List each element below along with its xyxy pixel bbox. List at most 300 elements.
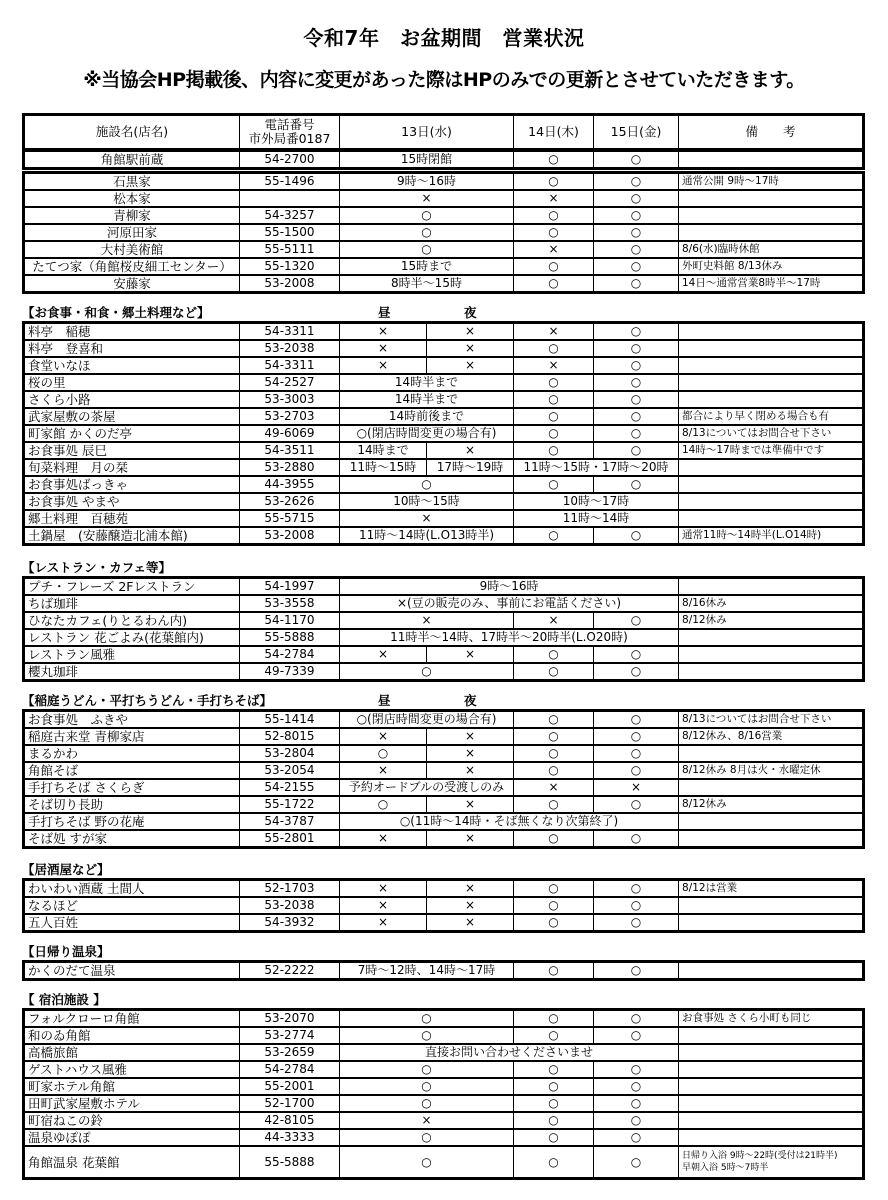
status-13-dinner: × — [427, 914, 514, 932]
status-13: ○ — [340, 1146, 514, 1179]
notes: お食事処 さくら小町も同じ — [679, 1010, 864, 1028]
table-row — [24, 962, 864, 980]
table-row — [24, 1129, 864, 1146]
facility-name: お食事処 辰巳 — [24, 442, 240, 459]
status-13: ○ — [340, 663, 514, 681]
notes — [679, 224, 864, 241]
facility-name: レストラン風雅 — [24, 646, 240, 663]
status-13-dinner: × — [427, 796, 514, 813]
status-13: ○ — [340, 1095, 514, 1112]
status-13-15: ○(11時～14時・そば無くなり次第終了) — [340, 813, 679, 830]
section-block — [22, 1008, 862, 1180]
section-table — [22, 1008, 865, 1180]
status-13-lunch: × — [340, 762, 427, 779]
notes — [679, 663, 864, 681]
notes — [679, 459, 864, 476]
status-13-lunch: × — [340, 323, 427, 341]
status-13: ○ — [340, 1027, 514, 1044]
status-13: 15時閉館 — [340, 152, 514, 169]
status-13: ○ — [340, 1061, 514, 1078]
status-13-lunch: 11時～15時 — [340, 459, 427, 476]
status-14: ○ — [514, 711, 594, 729]
notes — [679, 830, 864, 848]
section-table — [22, 321, 865, 546]
status-14: ○ — [514, 476, 594, 493]
facility-name: なるほど — [24, 897, 240, 914]
notes-line2: 早朝入浴 5時～7時半 — [682, 1163, 769, 1173]
phone-number: 53-3003 — [240, 391, 340, 408]
notes — [679, 357, 864, 374]
status-14: × — [514, 241, 594, 258]
table-row — [24, 728, 864, 745]
status-14: × — [514, 779, 594, 796]
status-13: × — [340, 612, 514, 629]
table-row — [24, 374, 864, 391]
status-14: ○ — [514, 663, 594, 681]
status-15: ○ — [594, 1027, 679, 1044]
facility-name: 和のゐ角館 — [24, 1027, 240, 1044]
status-15: ○ — [594, 914, 679, 932]
notes: 通常公開 9時～17時 — [679, 173, 864, 191]
status-13: × — [340, 190, 514, 207]
status-15: ○ — [594, 1129, 679, 1146]
facility-name: さくら小路 — [24, 391, 240, 408]
status-13-15: 11時半～14時、17時半～20時半(L.O20時) — [340, 629, 679, 646]
status-13: ○(閉店時間変更の場合有) — [340, 425, 514, 442]
phone-number: 53-2070 — [240, 1010, 340, 1028]
status-14: ○ — [514, 1112, 594, 1129]
table-row — [24, 340, 864, 357]
status-15: ○ — [594, 663, 679, 681]
table-row — [24, 476, 864, 493]
notes — [679, 476, 864, 493]
notes — [679, 1027, 864, 1044]
status-13: ○ — [340, 1129, 514, 1146]
status-14: ○ — [514, 1027, 594, 1044]
notes: 8/13についてはお問合せ下さい — [679, 425, 864, 442]
status-13: 14時前後まで — [340, 408, 514, 425]
facility-name: プチ・フレーズ 2Fレストラン — [24, 578, 240, 596]
status-15: ○ — [594, 1146, 679, 1179]
notes — [679, 1044, 864, 1061]
notes — [679, 152, 864, 169]
status-15: ○ — [594, 425, 679, 442]
col-header-phone — [240, 115, 340, 150]
facility-name: 安藤家 — [24, 275, 240, 293]
facility-name: まるかわ — [24, 745, 240, 762]
status-15: ○ — [594, 1078, 679, 1095]
phone-number: 53-2038 — [240, 340, 340, 357]
status-13-lunch: ○ — [340, 796, 427, 813]
status-15: ○ — [594, 897, 679, 914]
facility-name: ゲストハウス風雅 — [24, 1061, 240, 1078]
table-row — [24, 357, 864, 374]
phone-number: 52-8015 — [240, 728, 340, 745]
status-15: × — [594, 779, 679, 796]
status-14: ○ — [514, 1078, 594, 1095]
status-14: ○ — [514, 173, 594, 191]
notes — [679, 493, 864, 510]
status-13-lunch: × — [340, 728, 427, 745]
status-15: ○ — [594, 1112, 679, 1129]
facility-name: 櫻丸珈琲 — [24, 663, 240, 681]
phone-number: 44-3333 — [240, 1129, 340, 1146]
status-15: ○ — [594, 830, 679, 848]
facility-name: ちば珈琲 — [24, 595, 240, 612]
col-header-phone-line2: 市外局番0187 — [248, 131, 331, 146]
status-14: ○ — [514, 340, 594, 357]
facility-name: 青柳家 — [24, 207, 240, 224]
table-row — [24, 425, 864, 442]
notes — [679, 391, 864, 408]
facility-name: 温泉ゆぽぽ — [24, 1129, 240, 1146]
table-row — [24, 914, 864, 932]
status-15: ○ — [594, 745, 679, 762]
facility-name: わいわい酒蔵 土間人 — [24, 880, 240, 898]
station-table — [22, 151, 865, 170]
lunch-label: 昼 — [378, 305, 391, 320]
status-13-lunch: × — [340, 880, 427, 898]
phone-number: 49-6069 — [240, 425, 340, 442]
phone-number: 55-5888 — [240, 629, 340, 646]
table-row — [24, 442, 864, 459]
status-13: 8時半～15時 — [340, 275, 514, 293]
section-table — [22, 878, 865, 933]
notes: 通常11時～14時半(L.O14時) — [679, 527, 864, 545]
page-title: 令和7年 お盆期間 営業状況 — [303, 26, 585, 50]
phone-number: 52-1700 — [240, 1095, 340, 1112]
facility-name: そば切り長助 — [24, 796, 240, 813]
table-row — [24, 1061, 864, 1078]
table-row — [24, 323, 864, 341]
status-13-lunch: × — [340, 830, 427, 848]
table-row — [24, 152, 864, 169]
status-15: ○ — [594, 357, 679, 374]
phone-number: 54-3311 — [240, 323, 340, 341]
notes — [679, 1095, 864, 1112]
dinner-label: 夜 — [464, 305, 477, 320]
section-label — [22, 862, 862, 878]
table-row — [24, 459, 864, 476]
status-13-lunch: × — [340, 914, 427, 932]
status-14: ○ — [514, 1010, 594, 1028]
status-13-dinner: × — [427, 442, 514, 459]
notes — [679, 1146, 864, 1179]
status-15: ○ — [594, 323, 679, 341]
col-header-phone-line1: 電話番号 — [264, 117, 315, 132]
status-14-15: 11時～14時 — [514, 510, 679, 527]
notes — [679, 510, 864, 527]
section-label — [22, 992, 862, 1008]
status-14: ○ — [514, 408, 594, 425]
table-row — [24, 1095, 864, 1112]
facility-name: お食事処ばっきゃ — [24, 476, 240, 493]
table-row — [24, 1044, 864, 1061]
section-title: 【 宿泊施設 】 — [22, 992, 106, 1007]
facility-name: 町家ホテル角館 — [24, 1078, 240, 1095]
phone-number: 54-2784 — [240, 646, 340, 663]
col-header-13: 13日(水) — [340, 115, 514, 150]
notes — [679, 1061, 864, 1078]
table-row — [24, 830, 864, 848]
status-13: × — [340, 1112, 514, 1129]
section-title: 【日帰り温泉】 — [22, 944, 110, 959]
status-15: ○ — [594, 1095, 679, 1112]
status-13-lunch: × — [340, 897, 427, 914]
status-14: ○ — [514, 897, 594, 914]
facility-name: 石黒家 — [24, 173, 240, 191]
notes — [679, 914, 864, 932]
facility-name: 角館駅前蔵 — [24, 152, 240, 169]
section-table — [22, 576, 865, 682]
status-14: ○ — [514, 646, 594, 663]
status-14: ○ — [514, 374, 594, 391]
status-13-15: ×(豆の販売のみ、事前にお電話ください) — [340, 595, 679, 612]
status-14: ○ — [514, 1146, 594, 1179]
status-15: ○ — [594, 646, 679, 663]
notes — [679, 646, 864, 663]
notes — [679, 1078, 864, 1095]
status-15: ○ — [594, 527, 679, 545]
status-13: 10時～15時 — [340, 493, 514, 510]
table-row — [24, 1112, 864, 1129]
status-14: ○ — [514, 1095, 594, 1112]
facility-name: 武家屋敷の茶屋 — [24, 408, 240, 425]
samurai-houses-table — [22, 171, 865, 294]
phone-number: 55-5888 — [240, 1146, 340, 1179]
status-13: ○ — [340, 207, 514, 224]
status-14: ○ — [514, 728, 594, 745]
phone-number: 53-2804 — [240, 745, 340, 762]
table-row — [24, 1078, 864, 1095]
status-15: ○ — [594, 476, 679, 493]
status-13-lunch: 14時まで — [340, 442, 427, 459]
phone-number: 54-3511 — [240, 442, 340, 459]
table-row — [24, 663, 864, 681]
status-14: ○ — [514, 914, 594, 932]
status-14: ○ — [514, 258, 594, 275]
status-14: × — [514, 190, 594, 207]
notes — [679, 1112, 864, 1129]
section-block — [22, 321, 862, 546]
status-13: ○(閉店時間変更の場合有) — [340, 711, 514, 729]
section-label — [22, 693, 862, 709]
phone-number: 54-3787 — [240, 813, 340, 830]
status-13: 14時半まで — [340, 374, 514, 391]
facility-name: お食事処 やまや — [24, 493, 240, 510]
phone-number: 53-2626 — [240, 493, 340, 510]
notes: 8/12休み — [679, 612, 864, 629]
facility-name: 河原田家 — [24, 224, 240, 241]
phone-number: 54-2784 — [240, 1061, 340, 1078]
section-label — [22, 560, 862, 576]
phone-number: 54-2700 — [240, 152, 340, 169]
table-row — [24, 275, 864, 293]
phone-number: 55-1320 — [240, 258, 340, 275]
status-15: ○ — [594, 1010, 679, 1028]
phone-number: 55-1414 — [240, 711, 340, 729]
status-14: ○ — [514, 796, 594, 813]
status-13: 15時まで — [340, 258, 514, 275]
status-15: ○ — [594, 442, 679, 459]
status-13-dinner: 17時～19時 — [427, 459, 514, 476]
status-14: ○ — [514, 425, 594, 442]
table-row — [24, 646, 864, 663]
status-14: ○ — [514, 391, 594, 408]
status-13-lunch: × — [340, 340, 427, 357]
phone-number: 53-2038 — [240, 897, 340, 914]
facility-name: 旬菜料理 月の栞 — [24, 459, 240, 476]
status-14: × — [514, 323, 594, 341]
phone-number: 53-2008 — [240, 275, 340, 293]
status-14: ○ — [514, 762, 594, 779]
facility-name: 土鍋屋 (安藤醸造北浦本館) — [24, 527, 240, 545]
status-13: × — [340, 510, 514, 527]
table-row — [24, 813, 864, 830]
phone-number: 53-3558 — [240, 595, 340, 612]
facility-name: 角館そば — [24, 762, 240, 779]
facility-name: そば処 すが家 — [24, 830, 240, 848]
section-block — [22, 878, 862, 933]
facility-name: お食事処 ふきや — [24, 711, 240, 729]
status-15: ○ — [594, 391, 679, 408]
notes: 8/6(水)臨時休館 — [679, 241, 864, 258]
status-15: ○ — [594, 880, 679, 898]
table-row — [24, 595, 864, 612]
facility-name: 角館温泉 花葉館 — [24, 1146, 240, 1179]
status-13-dinner: × — [427, 762, 514, 779]
notes — [679, 813, 864, 830]
notes — [679, 1129, 864, 1146]
table-row — [24, 1146, 864, 1179]
table-row — [24, 897, 864, 914]
notes: 都合により早く閉める場合も有 — [679, 408, 864, 425]
facility-name: たてつ家（角館桜皮細工センター） — [24, 258, 240, 275]
status-14-15: 10時～17時 — [514, 493, 679, 510]
status-13-lunch: × — [340, 357, 427, 374]
table-row — [24, 745, 864, 762]
status-15: ○ — [594, 711, 679, 729]
table-row — [24, 779, 864, 796]
phone-number: 52-1703 — [240, 880, 340, 898]
status-13-dinner: × — [427, 340, 514, 357]
header-table — [22, 113, 865, 151]
phone-number — [240, 190, 340, 207]
status-13-dinner: × — [427, 323, 514, 341]
notes — [679, 374, 864, 391]
status-13-dinner: × — [427, 897, 514, 914]
status-14: ○ — [514, 830, 594, 848]
status-14: ○ — [514, 1061, 594, 1078]
phone-number: 44-3955 — [240, 476, 340, 493]
phone-number: 53-2880 — [240, 459, 340, 476]
phone-number: 54-3311 — [240, 357, 340, 374]
notes: 8/12休み、8/16営業 — [679, 728, 864, 745]
status-13-dinner: × — [427, 830, 514, 848]
status-14: × — [514, 612, 594, 629]
table-row — [24, 224, 864, 241]
notes: 8/12は営業 — [679, 880, 864, 898]
section-block — [22, 709, 862, 849]
status-14: ○ — [514, 1129, 594, 1146]
facility-name: 高橋旅館 — [24, 1044, 240, 1061]
notes — [679, 962, 864, 980]
phone-number: 53-2054 — [240, 762, 340, 779]
table-row — [24, 880, 864, 898]
status-13-dinner: × — [427, 880, 514, 898]
notes — [679, 323, 864, 341]
status-13: 7時～12時、14時～17時 — [340, 962, 514, 980]
phone-number: 53-2659 — [240, 1044, 340, 1061]
status-13-dinner: × — [427, 745, 514, 762]
status-13: ○ — [340, 476, 514, 493]
status-13: ○ — [340, 224, 514, 241]
section-block — [22, 960, 862, 981]
status-14: ○ — [514, 745, 594, 762]
facility-name: 料亭 稲穂 — [24, 323, 240, 341]
facility-name: 五人百姓 — [24, 914, 240, 932]
status-13-15: 直接お問い合わせくださいませ — [340, 1044, 679, 1061]
phone-number: 55-5715 — [240, 510, 340, 527]
phone-number: 53-2703 — [240, 408, 340, 425]
facility-name: 手打ちそば さくらぎ — [24, 779, 240, 796]
status-13: ○ — [340, 241, 514, 258]
status-15: ○ — [594, 374, 679, 391]
status-14: ○ — [514, 442, 594, 459]
status-15: ○ — [594, 224, 679, 241]
status-14: × — [514, 357, 594, 374]
col-header-name: 施設名(店名) — [24, 115, 240, 150]
phone-number: 53-2008 — [240, 527, 340, 545]
facility-name: 大村美術館 — [24, 241, 240, 258]
col-header-14: 14日(木) — [514, 115, 594, 150]
status-13: ○ — [340, 1078, 514, 1095]
status-15: ○ — [594, 258, 679, 275]
facility-name: 町宿ねこの鈴 — [24, 1112, 240, 1129]
notes — [679, 745, 864, 762]
facility-name: かくのだて温泉 — [24, 962, 240, 980]
notes — [679, 190, 864, 207]
status-13-lunch: × — [340, 646, 427, 663]
table-row — [24, 629, 864, 646]
table-row — [24, 796, 864, 813]
phone-number: 55-2001 — [240, 1078, 340, 1095]
status-14: ○ — [514, 152, 594, 169]
notes: 14時～17時までは準備中です — [679, 442, 864, 459]
facility-name: 桜の里 — [24, 374, 240, 391]
facility-name: ひなたカフェ(りとるわん内) — [24, 612, 240, 629]
table-row — [24, 1010, 864, 1028]
facility-name: フォルクローロ角館 — [24, 1010, 240, 1028]
phone-number: 55-1496 — [240, 173, 340, 191]
notes: 8/13についてはお問合せ下さい — [679, 711, 864, 729]
notes: 8/12休み — [679, 796, 864, 813]
dinner-label: 夜 — [464, 693, 477, 708]
phone-number: 55-2801 — [240, 830, 340, 848]
table-row — [24, 1027, 864, 1044]
header-table-block — [22, 113, 862, 170]
status-13: 9時～16時 — [340, 173, 514, 191]
notes: 8/16休み — [679, 595, 864, 612]
section-title: 【稲庭うどん・平打ちうどん・手打ちそば】 — [22, 693, 273, 708]
phone-number: 55-1500 — [240, 224, 340, 241]
notes — [679, 779, 864, 796]
facility-name: 町家館 かくのだ亭 — [24, 425, 240, 442]
status-13: 予約オードブルの受渡しのみ — [340, 779, 514, 796]
status-13: 14時半まで — [340, 391, 514, 408]
update-notice: ※当協会HP掲載後、内容に変更があった際はHPのみでの更新とさせていただきます。 — [83, 69, 805, 91]
notes — [679, 629, 864, 646]
